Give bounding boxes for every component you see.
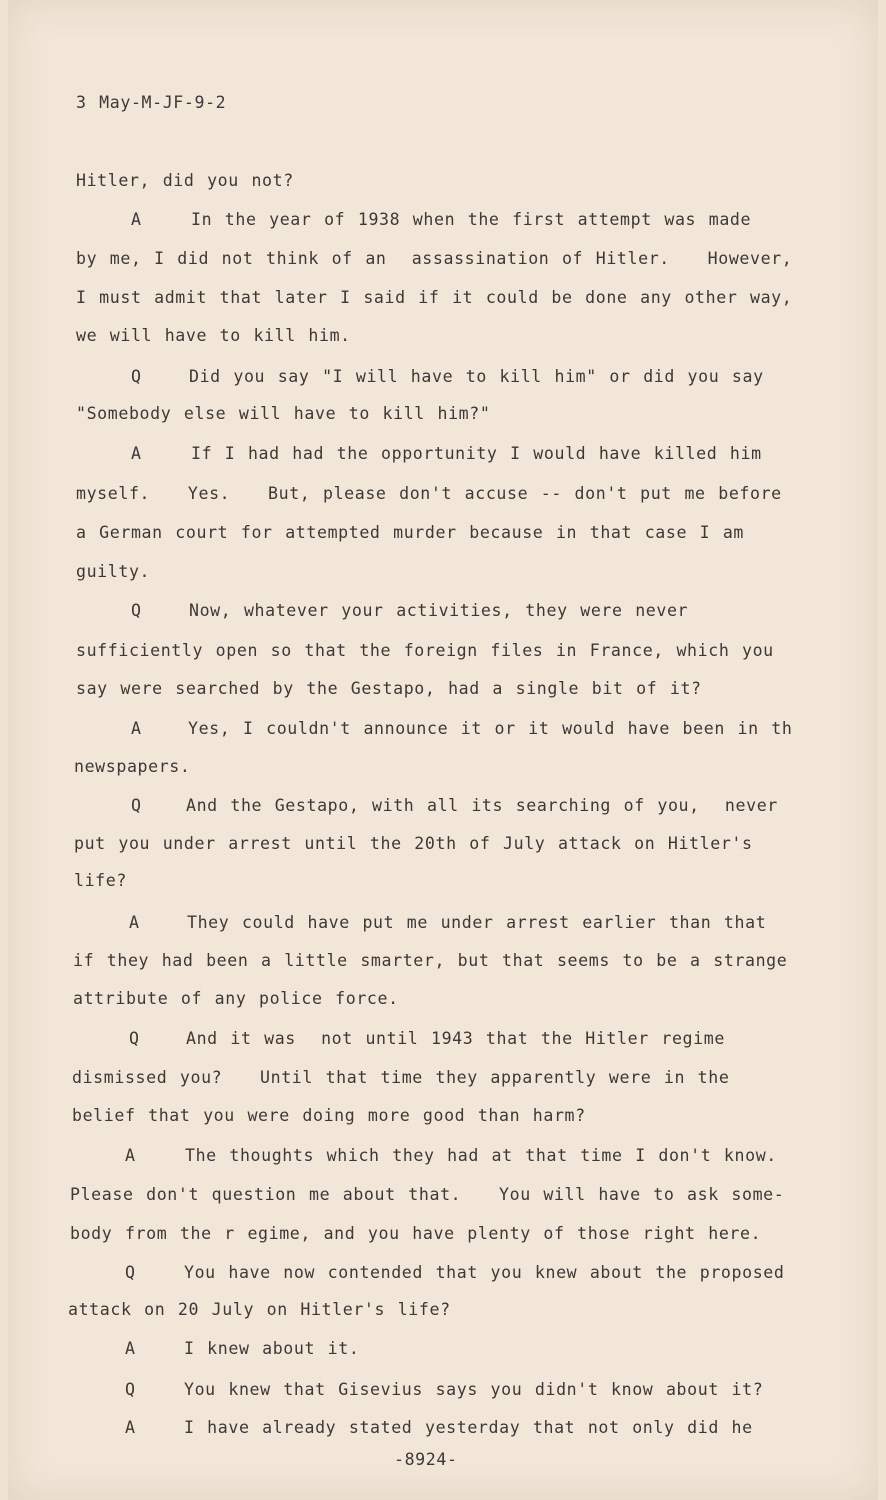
text-line: And it was not until 1943 that the Hitler regime [186,1029,725,1048]
text-line: Yes, I couldn't announce it or it would have been in th [188,719,793,738]
text-line: You have now contended that you knew about the proposed [184,1263,785,1282]
text-line: attribute of any police force. [73,989,399,1008]
speaker-label: A [131,719,142,738]
speaker-label: A [125,1418,136,1437]
text-line: we will have to kill him. [76,326,351,345]
speaker-label: Q [131,367,142,386]
speaker-label: A [129,913,140,932]
text-line: life? [74,871,127,890]
text-line: You knew that Gisevius says you didn't know about it? [184,1380,764,1399]
text-line: belief that you were doing more good than harm? [72,1106,586,1125]
text-line: attack on 20 July on Hitler's life? [68,1300,451,1319]
text-line: "Somebody else will have to kill him?" [76,404,491,423]
text-line: newspapers. [74,757,191,776]
text-line: by me, I did not think of an assassination of Hitler. However, [76,249,793,268]
speaker-label: Q [129,1029,140,1048]
text-line: sufficiently open so that the foreign files in France, which you [76,641,774,660]
text-line: And the Gestapo, with all its searching of you, never [186,796,778,815]
text-line: body from the r egime, and you have plenty of those right here. [70,1224,762,1243]
speaker-label: Q [131,796,142,815]
speaker-label: Q [125,1380,136,1399]
text-line: dismissed you? Until that time they apparently were in the [72,1068,730,1087]
text-line: myself. Yes. But, please don't accuse -- don't put me before [76,484,782,503]
text-line: I knew about it. [184,1339,360,1358]
text-line: I must admit that later I said if it could be done any other way, [76,288,793,307]
text-line: a German court for attempted murder because in that case I am [76,523,745,542]
text-line: Please don't question me about that. You will have to ask some- [70,1185,785,1204]
speaker-label: A [125,1146,136,1165]
text-line: guilty. [76,562,151,581]
text-line: say were searched by the Gestapo, had a single bit of it? [76,679,702,698]
text-line: Hitler, did you not? [76,171,294,190]
text-line: In the year of 1938 when the first attempt was made [191,210,752,229]
text-line: put you under arrest until the 20th of July attack on Hitler's [74,834,753,853]
page-number: -8924- [394,1450,458,1469]
speaker-label: A [131,210,142,229]
text-line: Now, whatever your activities, they were never [189,601,689,620]
speaker-label: A [125,1339,136,1358]
text-line: Did you say "I will have to kill him" or did you say [189,367,764,386]
text-line: If I had had the opportunity I would have killed him [191,444,762,463]
text-line: I have already stated yesterday that not only did he [184,1418,753,1437]
text-line: if they had been a little smarter, but that seems to be a strange [73,951,788,970]
speaker-label: A [131,444,142,463]
text-line: They could have put me under arrest earlier than that [187,913,767,932]
speaker-label: Q [125,1263,136,1282]
speaker-label: Q [131,601,142,620]
page-reference: 3 May-M-JF-9-2 [76,93,227,112]
text-line: The thoughts which they had at that time I don't know. [185,1146,777,1165]
